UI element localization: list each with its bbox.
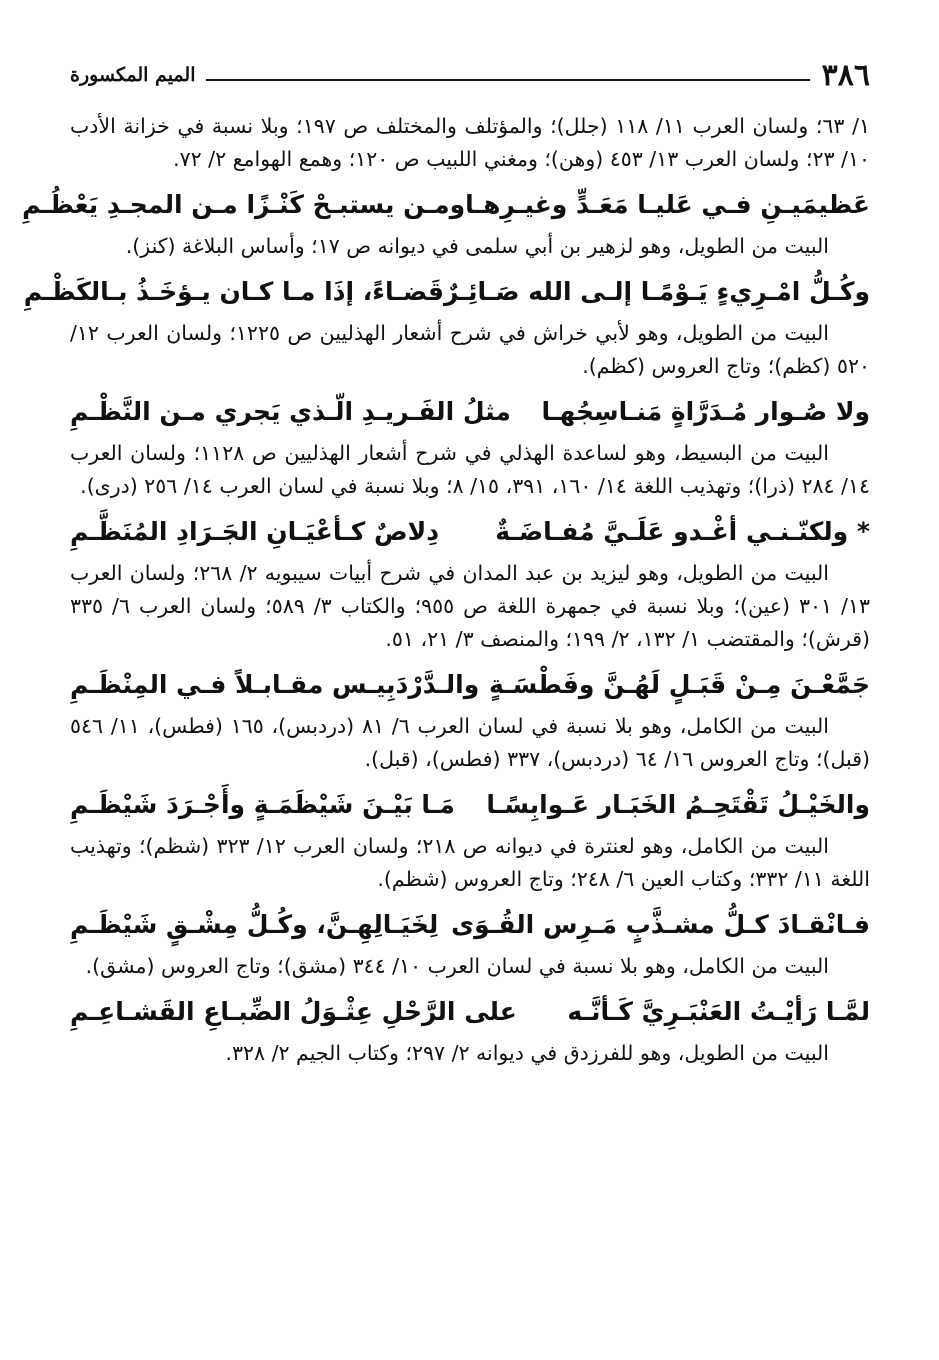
verse-line	[70, 393, 870, 431]
commentary-paragraph: البيت من الكامل، وهو لعنترة في ديوانه ص ٢١٨؛ ولسان العرب ١٢/ ٣٢٣ (شظم)؛ وتهذيب اللغة ١١/ ٣٣٢؛ وكتاب العين ٦/ ٢٤٨؛ وتاج العروس (شظم).	[70, 834, 870, 891]
verse-first-hemistich: والخَيْـلُ تَقْتَحِـمُ الخَبَـار عَـوابِسًـا	[486, 790, 870, 819]
commentary-paragraph: البيت من الطويل، وهو لزهير بن أبي سلمى في ديوانه ص ١٧؛ وأساس البلاغة (كنز).	[125, 234, 829, 258]
verse-line	[23, 273, 870, 311]
verse-first-hemistich: فـانْقـادَ كـلُّ مشـذَّبٍ مَـرِس القُـوَى	[451, 910, 870, 939]
commentary-paragraph: البيت من الكامل، وهو بلا نسبة في لسان العرب ١٠/ ٣٤٤ (مشق)؛ وتاج العروس (مشق).	[85, 954, 829, 978]
verse-first-hemistich: * ولكنّـنـي أغْـدو عَلَـيَّ مُفـاضَـةٌ	[495, 517, 870, 546]
commentary-paragraph: البيت من الطويل، وهو للفرزدق في ديوانه ٢/ ٢٩٧؛ وكتاب الجيم ٢/ ٣٢٨.	[225, 1041, 829, 1065]
verse-line	[70, 786, 870, 824]
verse-second-hemistich: ومـن يستبـحْ كَنْـزًا مـن المجـدِ يَعْظُـمِ	[22, 190, 466, 219]
verse-second-hemistich: دِلاصٌ كـأعْيَـانِ الجَـرَادِ المُنَظَّـمِ	[70, 517, 440, 546]
verse-first-hemistich: وكُـلُّ امْـرِيءٍ يَـوْمًـا إلـى الله صَـائِـرٌ	[443, 277, 870, 306]
commentary-paragraph: البيت من الكامل، وهو بلا نسبة في لسان العرب ٦/ ٨١ (دردبس)، ١٦٥ (فطس)، ١١/ ٥٤٦ (قبل)؛ وتاج العروس ١٦/ ٦٤ (دردبس)، ٣٣٧ (فطس)، (قبل).	[70, 714, 870, 771]
verse-line	[70, 666, 870, 704]
chapter-title: الميم المكسورة	[70, 64, 196, 86]
header-rule	[206, 79, 810, 81]
verse-second-hemistich: مَـا بَيْـنَ شَيْظَمَـةٍ وأَجْـرَدَ شَيْظَـمِ	[70, 790, 455, 819]
verse-first-hemistich: ولا صُـوار مُـدَرَّاةٍ مَنـاسِجُهـا	[541, 397, 870, 426]
verse-second-hemistich: لِخَيَـالِهِـنَّ، وكُـلُّ مِشْـقٍ شَيْظَـمِ	[70, 910, 439, 939]
verse-line	[70, 993, 870, 1031]
verse-first-hemistich: لمَّـا رَأيْـتُ العَنْبَـرِيَّ كَـأنَّـه	[567, 997, 870, 1026]
verse-first-hemistich: عَظيمَيـنِ فـي عَليـا مَعَـدٍّ وغيـرِهـا	[465, 190, 870, 219]
verse-line	[70, 906, 870, 944]
verse-second-hemistich: والـدَّرْدَبِيـس مقـابـلاً فـي المِنْظَـمِ	[70, 670, 480, 699]
page-header	[70, 52, 870, 98]
verse-second-hemistich: قَضـاءً، إذَا مـا كـان يـؤخَـذُ بـالكَظْـمِ	[23, 277, 444, 306]
entries-list	[22, 110, 870, 1070]
verse-first-hemistich: جَمَّعْـنَ مِـنْ قَبَـلٍ لَهُـنَّ وفَطْسَـةٍ	[488, 670, 870, 699]
verse-line	[22, 186, 870, 224]
commentary-paragraph: البيت من البسيط، وهو لساعدة الهذلي في شرح أشعار الهذليين ص ١١٢٨؛ ولسان العرب ١٤/ ٢٨٤ (ذرا)؛ وتهذيب اللغة ١٤/ ١٦٠، ٣٩١، ١٥/ ٨؛ وبلا نسبة في لسان العرب ١٤/ ٢٥٦ (درى).	[70, 441, 870, 498]
page-number: ٣٨٦	[821, 57, 870, 93]
commentary-paragraph: البيت من الطويل، وهو ليزيد بن عبد المدان في شرح أبيات سيبويه ٢/ ٢٦٨؛ ولسان العرب ١٣/ ٣٠١ (عين)؛ وبلا نسبة في جمهرة اللغة ص ٩٥٥؛ والكتاب ٣/ ٥٨٩؛ ولسان العرب ٦/ ٣٣٥ (قرش)؛ والمقتضب ١/ ١٣٢، ٢/ ١٩٩؛ والمنصف ٣/ ٢١، ٥١.	[70, 561, 870, 651]
commentary-paragraph: البيت من الطويل، وهو لأبي خراش في شرح أشعار الهذليين ص ١٢٢٥؛ ولسان العرب ١٢/ ٥٢٠ (كظم)؛ وتاج العروس (كظم).	[70, 321, 870, 378]
verse-second-hemistich: مثلُ الفَـريـدِ الّـذي يَجري مـن النَّظْـمِ	[70, 397, 511, 426]
commentary-paragraph: ١/ ٦٣؛ ولسان العرب ١١/ ١١٨ (جلل)؛ والمؤتلف والمختلف ص ١٩٧؛ وبلا نسبة في خزانة الأدب ١٠/ ٢٣؛ ولسان العرب ١٣/ ٤٥٣ (وهن)؛ ومغني اللبيب ص ١٢٠؛ وهمع الهوامع ٢/ ٧٢.	[70, 114, 870, 171]
verse-second-hemistich: على الرَّحْلِ عِثْـوَلُ الضِّبـاعِ القَشـاعِـمِ	[70, 997, 517, 1026]
verse-line	[70, 513, 870, 551]
document-page	[22, 52, 870, 1070]
